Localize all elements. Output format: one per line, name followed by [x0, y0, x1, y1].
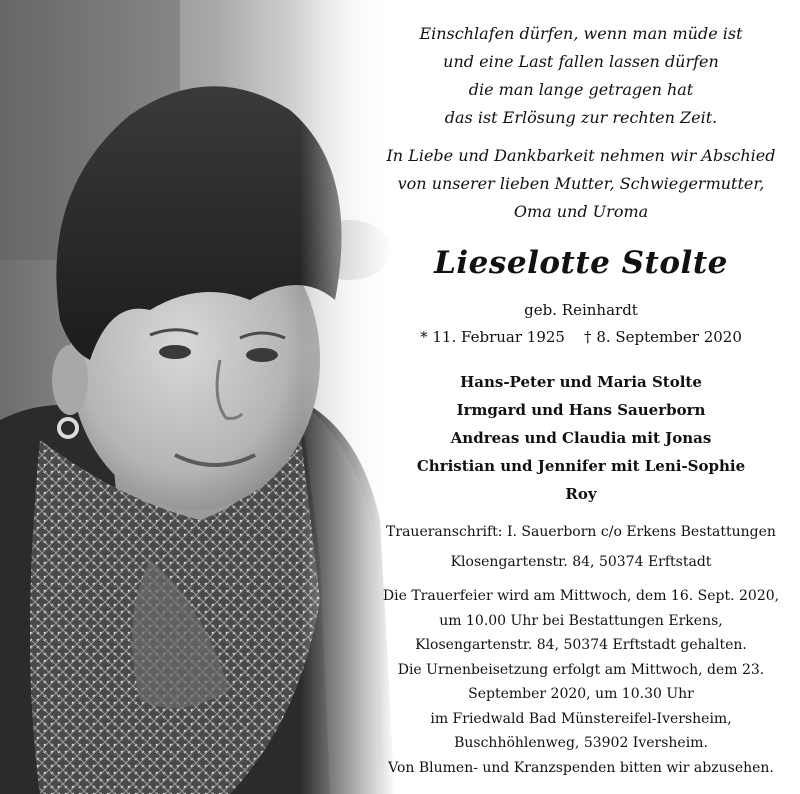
ceremony-line: Die Trauerfeier wird am Mittwoch, dem 16. Sept. 2020,: [382, 588, 780, 604]
mourner: Irmgard und Hans Sauerborn: [456, 401, 706, 419]
mourners-list: [372, 368, 790, 508]
mourning-address: [372, 517, 790, 577]
ceremony-line: Buschhöhlenweg, 53902 Iversheim.: [454, 735, 708, 751]
ceremony-line: September 2020, um 10.30 Uhr: [468, 686, 694, 702]
mourner: Andreas und Claudia mit Jonas: [450, 429, 712, 447]
ceremony-info: [372, 584, 790, 780]
birth-date: * 11. Februar 1925: [420, 328, 565, 346]
poem-line: und eine Last fallen lassen dürfen: [443, 52, 719, 71]
poem-line: Einschlafen dürfen, wenn man müde ist: [419, 24, 743, 43]
farewell-line: Oma und Uroma: [513, 202, 649, 221]
farewell-line: von unserer lieben Mutter, Schwiegermutter,: [397, 174, 765, 193]
life-dates: [372, 324, 790, 350]
poem-line: die man lange getragen hat: [468, 80, 694, 99]
portrait-photo: [0, 0, 395, 794]
mourner: Christian und Jennifer mit Leni-Sophie: [416, 457, 746, 475]
ceremony-line: um 10.00 Uhr bei Bestattungen Erkens,: [439, 612, 723, 629]
deceased-name: Lieselotte Stolte: [434, 245, 728, 281]
obituary-text: [372, 0, 790, 794]
poem: [372, 20, 790, 132]
ceremony-line: Von Blumen- und Kranzspenden bitten wir abzusehen.: [388, 759, 774, 776]
farewell-line: In Liebe und Dankbarkeit nehmen wir Abschied: [386, 146, 776, 165]
ceremony-line: Klosengartenstr. 84, 50374 Erftstadt gehalten.: [415, 637, 747, 653]
poem-line: das ist Erlösung zur rechten Zeit.: [444, 108, 718, 127]
mourner: Hans-Peter und Maria Stolte: [460, 373, 702, 391]
portrait-image: [0, 0, 395, 794]
ceremony-line: Die Urnenbeisetzung erfolgt am Mittwoch, dem 23.: [397, 661, 765, 678]
maiden-name: geb. Reinhardt: [524, 301, 638, 319]
mourner: Roy: [565, 485, 597, 503]
address-line: Klosengartenstr. 84, 50374 Erftstadt: [450, 554, 712, 570]
farewell-text: [372, 142, 790, 226]
death-date: † 8. September 2020: [584, 328, 742, 346]
ceremony-line: im Friedwald Bad Münstereifel-Iversheim,: [430, 710, 732, 727]
address-line: Traueranschrift: I. Sauerborn c/o Erkens Bestattungen: [386, 524, 776, 540]
